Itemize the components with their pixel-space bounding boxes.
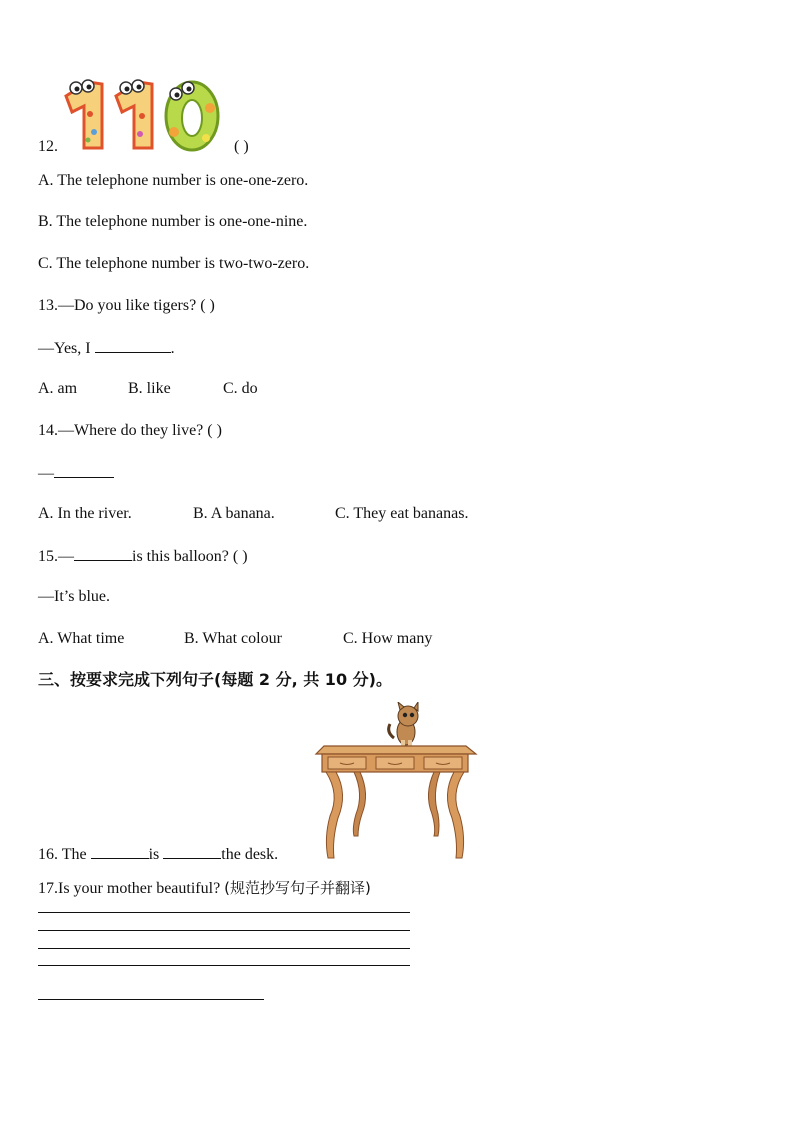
cat-icon [389,702,418,746]
q15-blank[interactable] [74,546,132,561]
q14-options [38,504,468,524]
q14-option-b: B. A banana. [193,505,275,522]
section-3-title: 三、按要求完成下列句子(每题 2 分, 共 10 分)。 [38,670,392,689]
copy-line-3[interactable] [38,948,410,949]
q13-answer-blank[interactable] [95,338,171,353]
q15-option-c: C. How many [343,630,433,647]
translation-line[interactable] [38,999,264,1000]
q13-option-a: A. am [38,380,78,397]
q16-part-2: is [148,846,164,863]
q13-option-c: C. do [223,380,258,397]
q12-option-c: C. The telephone number is two-two-zero. [38,255,310,272]
q14-option-a: A. In the river. [38,505,132,522]
q12-option-a: A. The telephone number is one-one-zero. [38,172,309,189]
copy-line-2[interactable] [38,930,410,931]
q15-answer: —It’s blue. [38,588,110,605]
q17-line [38,878,371,899]
q15-suffix: is this balloon? ( ) [132,548,248,565]
q13-option-b: B. like [128,380,171,397]
q14-answer-prefix: — [38,465,54,482]
q17-instruction: (规范抄写句子并翻译) [224,879,371,897]
q15-question [38,546,248,567]
q17-english: 17.Is your mother beautiful? [38,880,225,897]
q15-option-a: A. What time [38,630,125,647]
q13-answer-suffix: . [170,340,175,357]
copy-line-1[interactable] [38,912,410,913]
q15-options [38,629,432,649]
q16-blank-2[interactable] [163,844,221,859]
q16-blank-1[interactable] [91,844,149,859]
q12-option-b: B. The telephone number is one-one-nine. [38,213,308,230]
q12-number: 12. [38,138,58,155]
q15-option-b: B. What colour [184,630,282,647]
q16-part-1: 16. The [38,846,91,863]
q12-answer-paren: ( ) [234,138,249,155]
q16-line [38,844,278,865]
q15-prefix: 15.— [38,548,74,565]
q13-question: 13.—Do you like tigers? ( ) [38,297,215,314]
copy-line-4[interactable] [38,965,410,966]
q14-option-c: C. They eat bananas. [335,505,469,522]
q13-options [38,379,258,399]
q16-part-3: the desk. [221,846,279,863]
q14-answer-line [38,463,114,484]
q13-answer-line [38,338,175,359]
cat-on-desk-picture [312,702,480,860]
q13-answer-prefix: —Yes, I [38,340,95,357]
q12-line [38,137,249,157]
q14-question: 14.—Where do they live? ( ) [38,422,222,439]
q14-answer-blank[interactable] [54,463,114,478]
